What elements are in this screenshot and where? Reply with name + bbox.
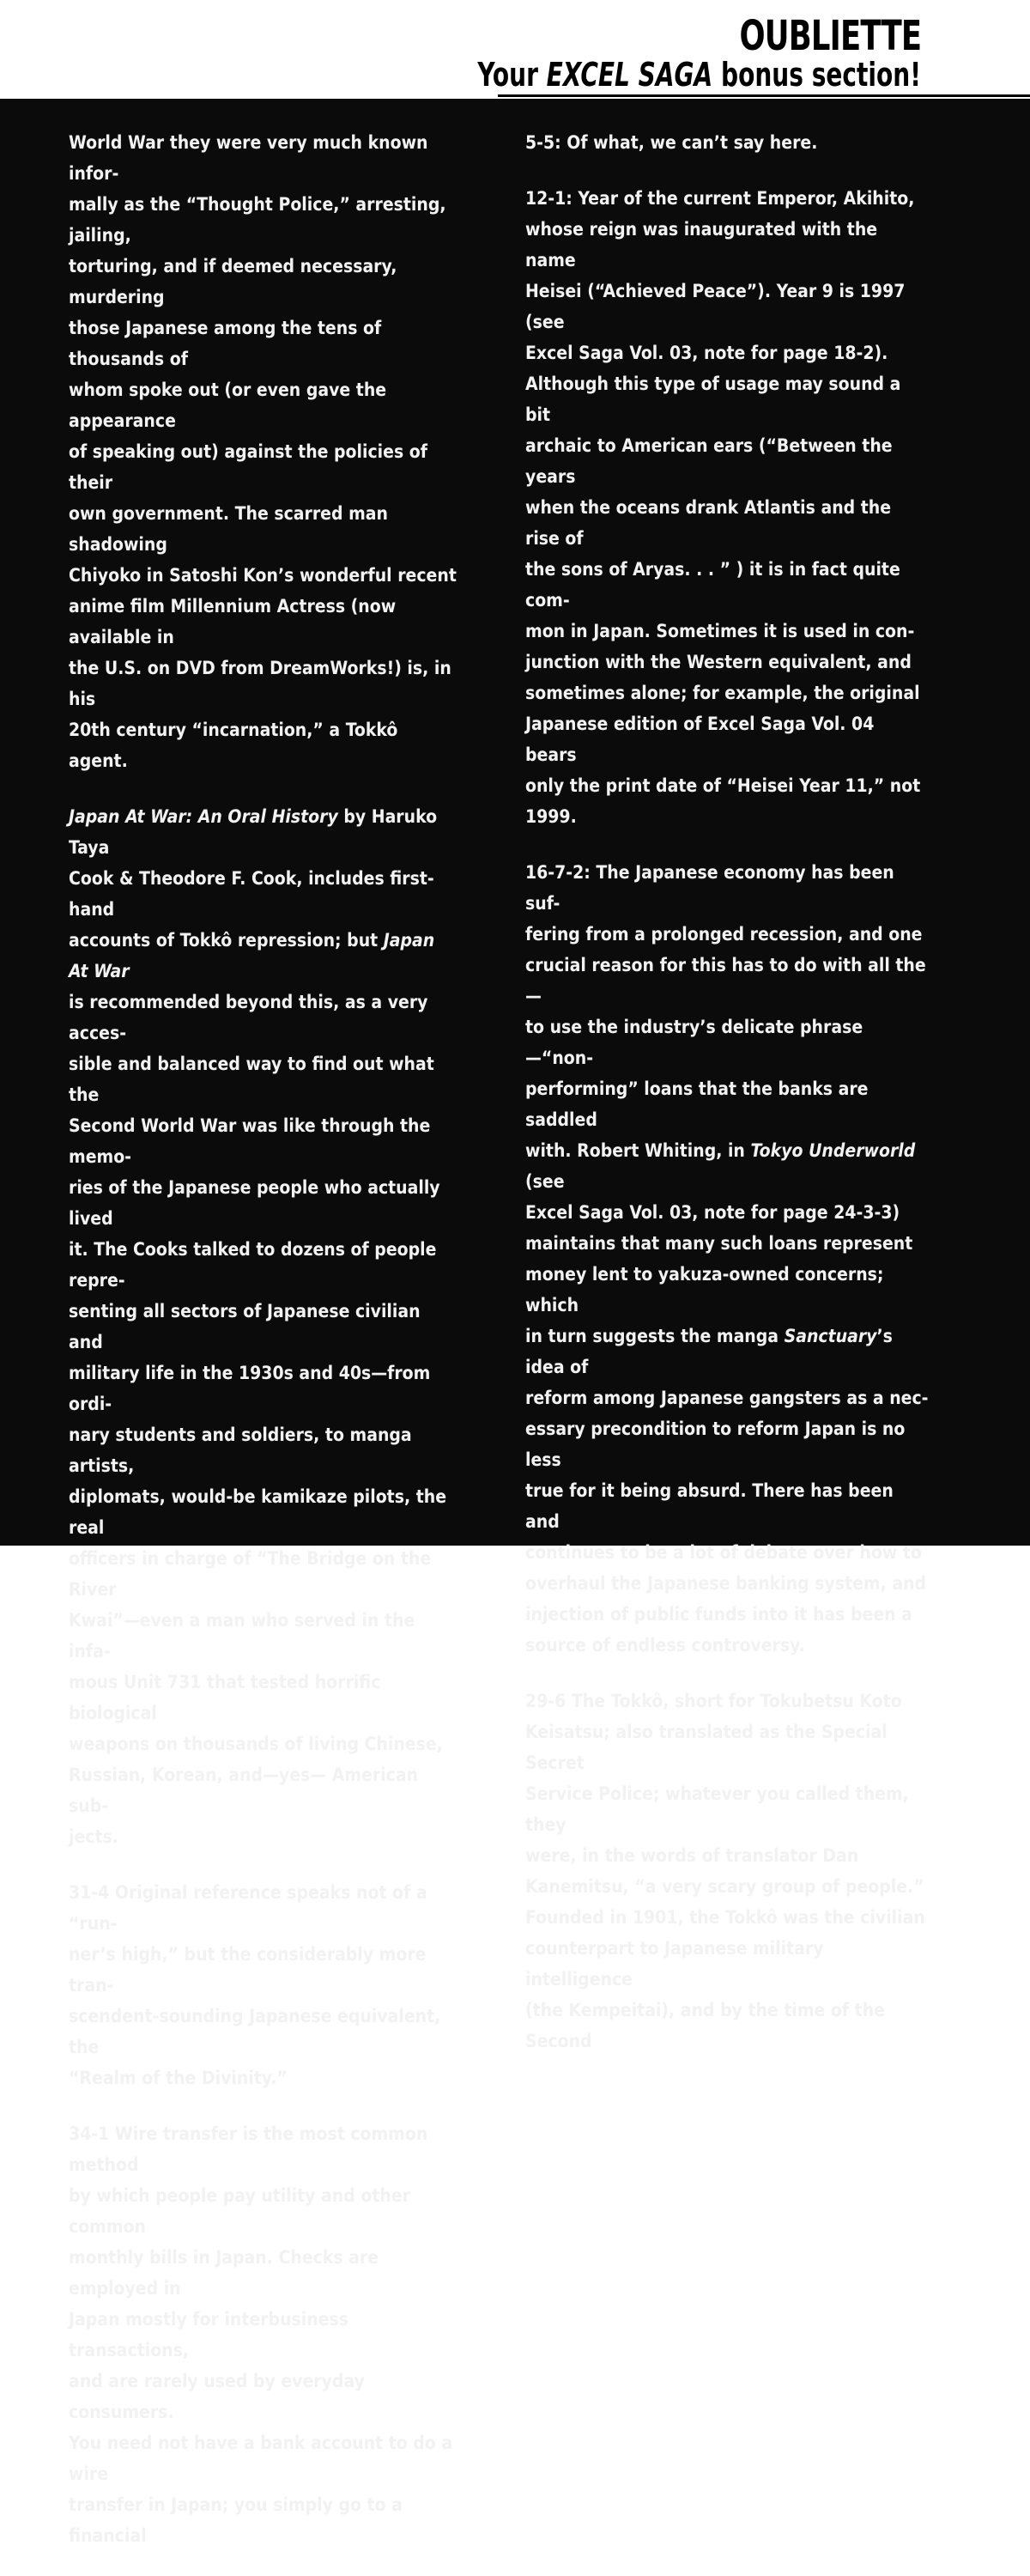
paragraph-text: 31-4 Original reference speaks not of a “run- ner’s high,” but the considerably more tran- scendent-sounding Japanese equivalent, the “Realm of the Divinity.”: [69, 1882, 441, 2088]
paragraph: [525, 857, 929, 1661]
page-subtitle: [477, 56, 921, 94]
header-rule: [498, 94, 1030, 97]
header: [0, 0, 1030, 99]
paragraph-text: World War they were very much known infor- mally as the “Thought Police,” arresting, jailing, torturing, and if deemed necessary, murdering those Japanese among the tens of thousands of whom spoke out (or even gave the appearance of speaking out) against the policies of their own government. The scarred man shadowing Chiyoko in Satoshi Kon’s wonderful recent anime film Millennium Actress (now available in the U.S. on DVD from DreamWorks!) is, in his 20th century “incarnation,” a Tokkô agent.: [69, 132, 457, 771]
paragraph: [69, 2118, 459, 2551]
paragraph: [525, 1686, 929, 2057]
paragraph: [525, 127, 929, 158]
left-column: [69, 127, 459, 2576]
paragraph: [69, 127, 459, 776]
paragraph-text: ’s idea of reform among Japanese gangsters as a nec- essary precondition to reform Japan is no less true for it being absurd. There has been and continues to be a lot of debate over how to overhaul the Japanese banking system, and injection of public funds into it has been a source of endless controversy.: [525, 1326, 929, 1656]
paragraph: [69, 801, 459, 1852]
paragraph-text: is recommended beyond this, as a very acces- sible and balanced way to find out what the Second World War was like through the memo- ries of the Japanese people who actually lived it. The Cooks talked to dozens of people repre- senting all sectors of Japanese civilian and military life in the 1930s and 40s—from ordi- nary students and soldiers, to manga artists, diplomats, would-be kamikaze pilots, the real officers in charge of “The Bridge on the River Kwai”—even a man who served in the infa- mous Unit 731 that tested horrific biological weapons on thousands of living Chinese, Russian, Korean, and—yes— American sub- jects.: [69, 992, 447, 1847]
paragraph-text: by Haruko Taya Cook & Theodore F. Cook, includes first-hand accounts of Tokkô repression; but: [69, 806, 438, 951]
paragraph: [525, 183, 929, 832]
page-title: OUBLIETTE: [739, 12, 921, 60]
italic-title: Japan At War: An Oral History: [69, 806, 338, 827]
paragraph-text: 5-5: Of what, we can’t say here.: [525, 132, 818, 153]
paragraph-text: (see Excel Saga Vol. 03, note for page 24-3-3) maintains that many such loans represent money lent to yakuza-owned concerns; which in turn suggests the manga: [525, 1171, 913, 1346]
right-column: [525, 127, 929, 2081]
subtitle-suffix: bonus section!: [712, 56, 921, 94]
paragraph-text: 34-1 Wire transfer is the most common method by which people pay utility and other common monthly bills in Japan. Checks are employed in Japan mostly for interbusiness transactions, and are rarely used by everyday consumers. You need not have a bank account to do a wire transfer in Japan; you simply go to a financial: [69, 2123, 453, 2546]
subtitle-brand: EXCEL SAGA: [546, 56, 713, 94]
italic-title: Japan At War: [69, 930, 435, 981]
paragraph-text: 12-1: Year of the current Emperor, Akihito, whose reign was inaugurated with the name Heisei (“Achieved Peace”). Year 9 is 1997 (see Excel Saga Vol. 03, note for page 18-2). Although this type of usage may sound a bit archaic to American ears (“Between the years when the oceans drank Atlantis and the rise of the sons of Aryas. . . ” ) it is in fact quite com- mon in Japan. Sometimes it is used in con- junction with the Western equivalent, and sometimes alone; for example, the original Japanese edition of Excel Saga Vol. 04 bears only the print date of “Heisei Year 11,” not 1999.: [525, 188, 921, 827]
subtitle-prefix: Your: [477, 56, 547, 94]
paragraph-text: 16-7-2: The Japanese economy has been suf- fering from a prolonged recession, and one crucial reason for this has to do with all the— to use the industry’s delicate phrase—“non- performing” loans that the banks are saddled with. Robert Whiting, in: [525, 862, 926, 1161]
paragraph-text: 29-6 The Tokkô, short for Tokubetsu Koto Keisatsu; also translated as the Special Secret Service Police; whatever you called them, they were, in the words of translator Dan Kanemitsu, “a very scary group of people.” Founded in 1901, the Tokkô was the civilian counterpart to Japanese military intelligence (the Kempeitai), and by the time of the Second: [525, 1691, 925, 2051]
italic-title: Tokyo Underworld: [750, 1140, 916, 1161]
italic-title: Sanctuary: [784, 1326, 877, 1346]
paragraph: [69, 1877, 459, 2093]
